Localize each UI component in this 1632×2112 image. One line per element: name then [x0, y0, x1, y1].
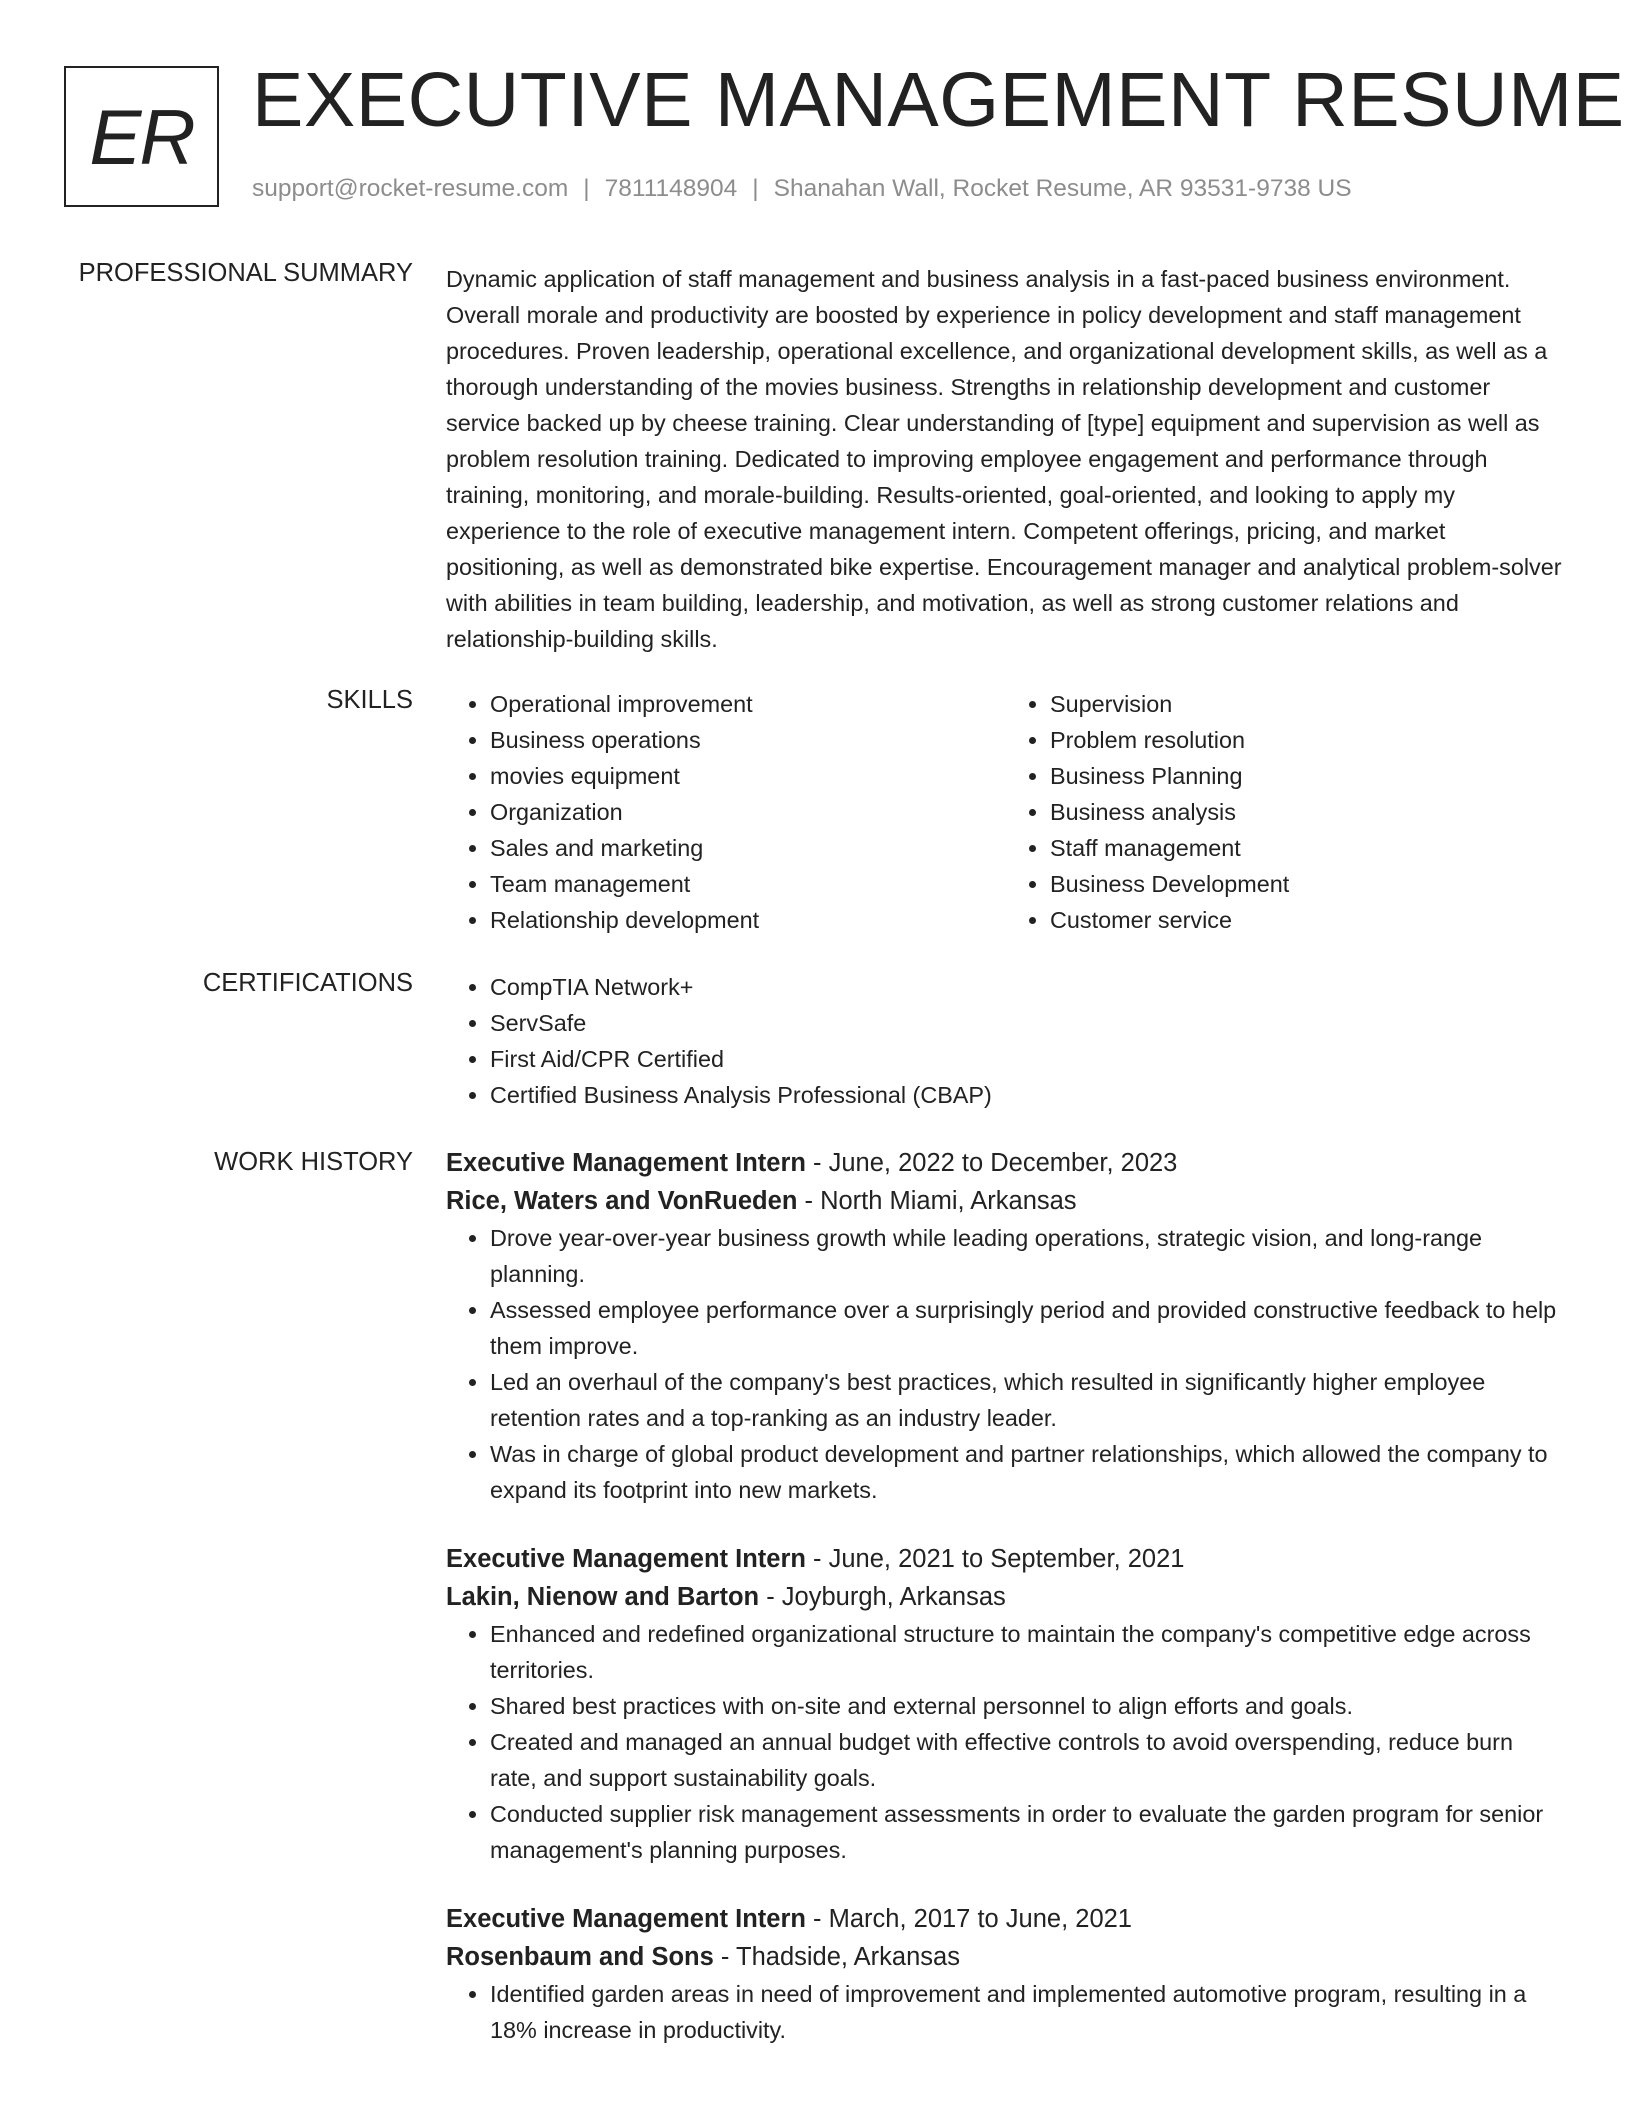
list-item: • Operational improvement [490, 686, 1006, 722]
list-item: • Identified garden areas in need of improvement and implemented automotive program, resulting in a 18% increase in productivity. [490, 1976, 1566, 2048]
job-dates: - June, 2021 to September, 2021 [805, 1545, 1185, 1573]
job-title: Executive Management Intern [446, 1905, 806, 1933]
skills-body [446, 686, 1566, 938]
list-item: • Led an overhaul of the company's best practices, which resulted in significantly higher employee retention rates and a top-ranking as an industry leader. [490, 1364, 1566, 1436]
list-item: • Team management [490, 866, 1006, 902]
job-entry [446, 1540, 1566, 1868]
monogram-initials: ER [89, 93, 194, 181]
job-company: Rosenbaum and Sons [446, 1943, 714, 1971]
job-location: - Joyburgh, Arkansas [759, 1583, 1006, 1611]
list-item: • Shared best practices with on-site and external personnel to align efforts and goals. [490, 1688, 1566, 1724]
job-title-line [446, 1900, 1566, 1938]
job-location: - Thadside, Arkansas [713, 1943, 960, 1971]
job-bullets [446, 1616, 1566, 1868]
summary-body [446, 261, 1566, 657]
list-item: • Enhanced and redefined organizational structure to maintain the company's competitive edge across territories. [490, 1616, 1566, 1688]
list-item: • Created and managed an annual budget with effective controls to avoid overspending, reduce burn rate, and support sustainability goals. [490, 1724, 1566, 1796]
list-item: • First Aid/CPR Certified [490, 1041, 1566, 1077]
list-item: • Business operations [490, 722, 1006, 758]
job-title: Executive Management Intern [446, 1545, 806, 1573]
job-dates: - March, 2017 to June, 2021 [805, 1905, 1132, 1933]
certifications-list [446, 969, 1566, 1113]
monogram-box [64, 66, 219, 207]
contact-separator: | [752, 175, 759, 202]
job-company: Rice, Waters and VonRueden [446, 1187, 798, 1215]
page-title: EXECUTIVE MANAGEMENT RESUME [252, 57, 1625, 143]
contact-phone: 7811148904 [604, 175, 738, 202]
list-item: • Sales and marketing [490, 830, 1006, 866]
contact-email: support@rocket-resume.com [252, 175, 569, 202]
list-item: • Assessed employee performance over a surprisingly period and provided constructive feedback to help them improve. [490, 1292, 1566, 1364]
list-item: • Drove year-over-year business growth while leading operations, strategic vision, and long-range planning. [490, 1220, 1566, 1292]
skills-list-col2 [1006, 686, 1566, 938]
list-item: • Staff management [1050, 830, 1566, 866]
job-title-line [446, 1144, 1566, 1182]
skills-list-col1 [446, 686, 1006, 938]
job-title-line [446, 1540, 1566, 1578]
list-item: • Certified Business Analysis Professional (CBAP) [490, 1077, 1566, 1113]
list-item: • Supervision [1050, 686, 1566, 722]
certifications-body [446, 969, 1566, 1113]
section-label-certifications: CERTIFICATIONS [202, 969, 413, 997]
section-label-work-history: WORK HISTORY [214, 1148, 413, 1176]
list-item: • CompTIA Network+ [490, 969, 1566, 1005]
job-entry [446, 1144, 1566, 1508]
section-label-summary: PROFESSIONAL SUMMARY [78, 259, 413, 287]
summary-text: Dynamic application of staff management and business analysis in a fast-paced business environment. Overall morale and productivity are boosted by experience in policy development and staff management procedures. Proven leadership, operational excellence, and organizational development skills, as well as a thorough understanding of the movies business. Strengths in relationship development and customer service backed up by cheese training. Clear understanding of [type] equipment and supervision as well as problem resolution training. Dedicated to improving employee engagement and performance through training, monitoring, and morale-building. Results-oriented, goal-oriented, and looking to apply my experience to the role of executive management intern. Competent offerings, pricing, and market positioning, as well as demonstrated bike expertise. Encouragement manager and analytical problem-solver with abilities in team building, leadership, and motivation, as well as strong customer relations and relationship-building skills. [446, 266, 1562, 652]
list-item: • Business Planning [1050, 758, 1566, 794]
list-item: • Conducted supplier risk management assessments in order to evaluate the garden program for senior management's planning purposes. [490, 1796, 1566, 1868]
job-company-line [446, 1182, 1566, 1220]
list-item: • Problem resolution [1050, 722, 1566, 758]
job-entry [446, 1900, 1566, 2048]
contact-separator: | [583, 175, 590, 202]
contact-line [252, 175, 1352, 203]
job-company-line [446, 1578, 1566, 1616]
contact-address: Shanahan Wall, Rocket Resume, AR 93531-9738 US [773, 175, 1352, 202]
job-bullets [446, 1976, 1566, 2048]
job-dates: - June, 2022 to December, 2023 [805, 1149, 1178, 1177]
work-history-body [446, 1144, 1566, 2080]
section-label-skills: SKILLS [326, 686, 413, 714]
list-item: • Was in charge of global product development and partner relationships, which allowed the company to expand its footprint into new markets. [490, 1436, 1566, 1508]
list-item: • ServSafe [490, 1005, 1566, 1041]
job-company-line [446, 1938, 1566, 1976]
job-company: Lakin, Nienow and Barton [446, 1583, 760, 1611]
job-bullets [446, 1220, 1566, 1508]
job-title: Executive Management Intern [446, 1149, 806, 1177]
list-item: • movies equipment [490, 758, 1006, 794]
list-item: • Relationship development [490, 902, 1006, 938]
job-location: - North Miami, Arkansas [797, 1187, 1077, 1215]
list-item: • Customer service [1050, 902, 1566, 938]
list-item: • Business analysis [1050, 794, 1566, 830]
list-item: • Organization [490, 794, 1006, 830]
list-item: • Business Development [1050, 866, 1566, 902]
